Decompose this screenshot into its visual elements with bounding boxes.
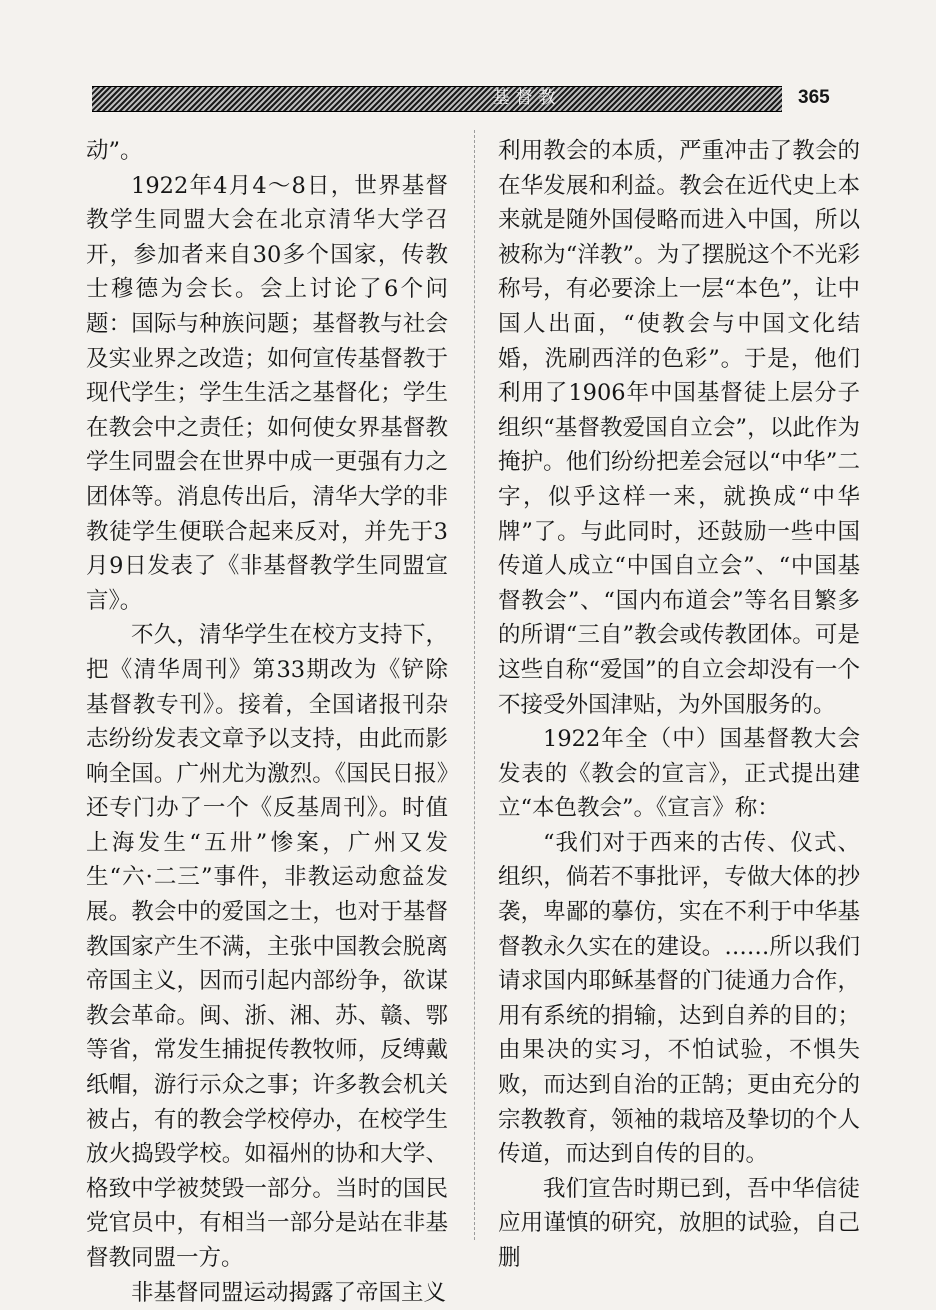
quote-paragraph: 我们宣告时期已到，吾中华信徒应用谨慎的研究，放胆的试验，自己删	[498, 1175, 860, 1271]
paragraph: 利用教会的本质，严重冲击了教会的在华发展和利益。教会在近代史上本来就是随外国侵略而进入中国，所以被称为“洋教”。为了摆脱这个不光彩称号，有必要涂上一层“本色”，让中国人出面，“使教会与中国文化结婚，洗刷西洋的色彩”。于是，他们利用了1906年中国基督徒上层分子组织“基督教爱国自立会”，以此作为掩护。他们纷纷把差会冠以“中华”二字，似乎这样一来，就换成“中华牌”了。与此同时，还鼓励一些中国传道人成立“中国自立会”、“中国基督教会”、“国内布道会”等名目繁多的所谓“三自”教会或传教团体。可是这些自称“爱国”的自立会却没有一个不接受外国津贴，为外国服务的。	[498, 138, 860, 718]
paragraph: 非基督同盟运动揭露了帝国主义	[131, 1279, 447, 1306]
paragraph: 不久，清华学生在校方支持下，把《清华周刊》第33期改为《铲除基督教专刊》。接着，全国诸报刊杂志纷纷发表文章予以支持，由此而影响全国。广州尤为激烈。《国民日报》还专门办了一个《反基周刊》。时值上海发生“五卅”惨案，广州又发生“六·二三”事件，非教运动愈益发展。教会中的爱国之士，也对于基督教国家产生不满，主张中国教会脱离帝国主义，因而引起内部纷争，欲谋教会革命。闽、浙、湘、苏、赣、鄂等省，常发生捕捉传教牧师，反缚戴纸帽，游行示众之事；许多教会机关被占，有的教会学校停办，在校学生放火捣毁学校。如福州的协和大学、格致中学被焚毁一部分。当时的国民党官员中，有相当一部分是站在非基督教同盟一方。	[86, 622, 448, 1271]
page-number: 365	[798, 87, 830, 108]
quote-paragraph: “我们对于西来的古传、仪式、组织，倘若不事批评，专做大体的抄袭，卑鄙的摹仿，实在不利于中华基督教永久实在的建设。……所以我们请求国内耶稣基督的门徒通力合作，用有系统的捐输，达到自养的目的；由果决的实习，不怕试验，不惧失败，而达到自治的正鹄；更由充分的宗教教育，领袖的栽培及挚切的个人传道，而达到自传的目的。	[498, 829, 860, 1168]
section-title: 基督教	[492, 88, 562, 108]
left-column	[86, 134, 448, 1310]
paragraph: 1922年4月4～8日，世界基督教学生同盟大会在北京清华大学召开，参加者来自30多个国家，传教士穆德为会长。会上讨论了6个问题：国际与种族问题；基督教与社会及实业界之改造；如何宣传基督教于现代学生；学生生活之基督化；学生在教会中之责任；如何使女界基督教学生同盟会在世界中成一更强有力之团体等。消息传出后，清华大学的非教徒学生便联合起来反对，并先于3月9日发表了《非基督教学生同盟宣言》。	[86, 172, 448, 614]
column-divider	[474, 130, 475, 1240]
paragraph: 动”。	[86, 138, 143, 164]
right-column	[498, 134, 860, 1276]
header-band	[92, 86, 782, 112]
paragraph: 1922年全（中）国基督教大会发表的《教会的宣言》，正式提出建立“本色教会”。《宣言》称：	[498, 726, 860, 822]
